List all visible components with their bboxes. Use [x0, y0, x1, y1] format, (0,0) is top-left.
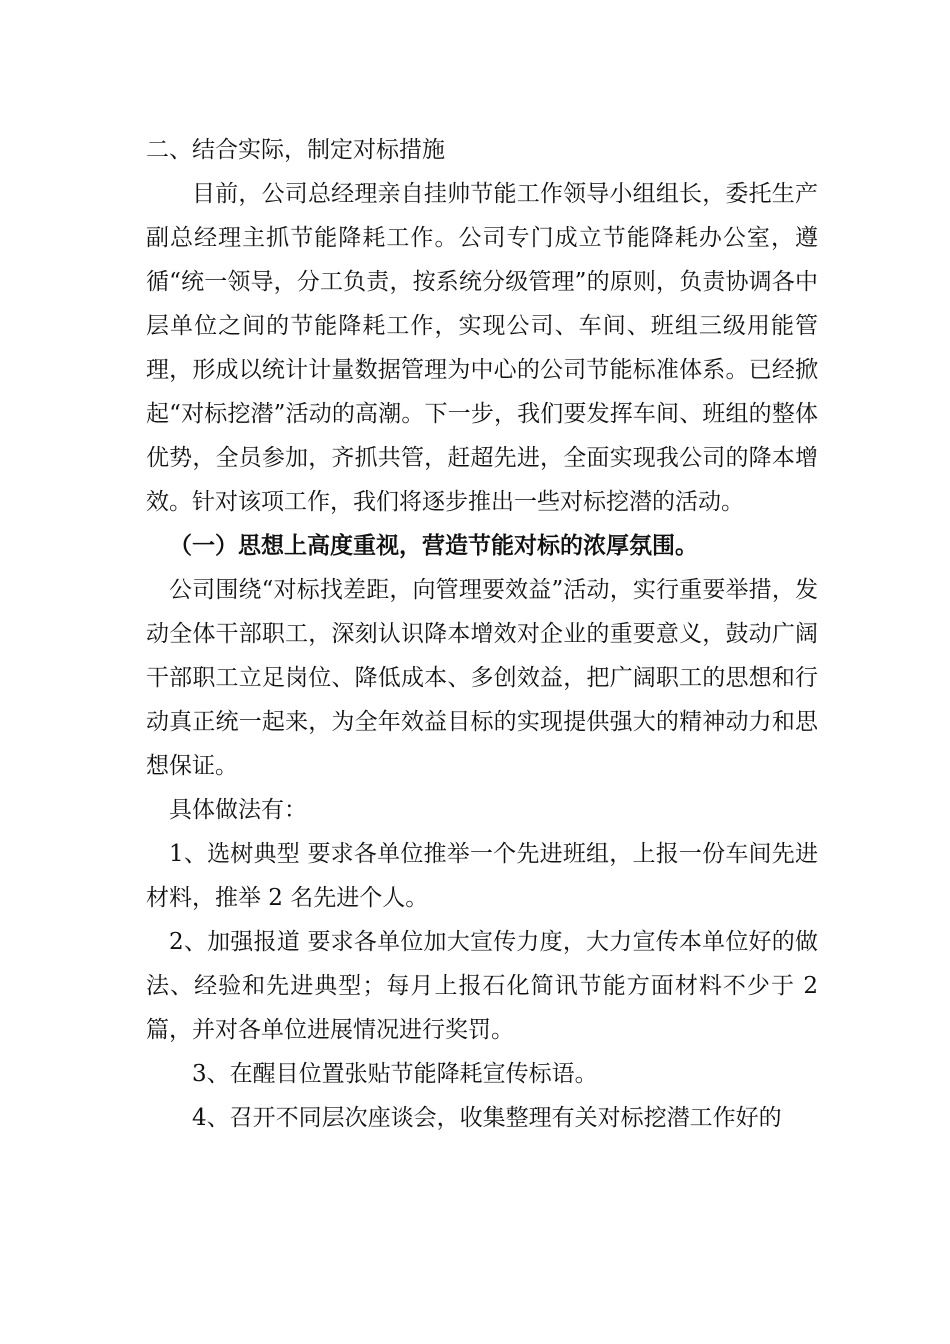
list-item-1: 1、选树典型 要求各单位推举一个先进班组，上报一份车间先进材料，推举 2 名先进个人。	[146, 841, 818, 911]
list-item-2: 2、加强报道 要求各单位加大宣传力度，大力宣传本单位好的做法、经验和先进典型；每月上报石化简讯节能方面材料不少于 2 篇，并对各单位进展情况进行奖罚。	[146, 929, 818, 1043]
paragraph-current-status: 目前，公司总经理亲自挂帅节能工作领导小组组长，委托生产副总经理主抓节能降耗工作。公司专门成立节能降耗办公室，遵循“统一领导，分工负责，按系统分级管理”的原则，负责协调各中层单位之间的节能降耗工作，实现公司、车间、班组三级用能管理，形成以统计计量数据管理为中心的公司节能标准体系。已经掀起“对标挖潜”活动的高潮。下一步，我们要发挥车间、班组的整体优势，全员参加，齐抓共管，赶超先进，全面实现我公司的降本增效。针对该项工作，我们将逐步推出一些对标挖潜的活动。	[146, 181, 818, 515]
subheading-ideological-emphasis: （一）思想上高度重视，营造节能对标的浓厚氛围。	[169, 532, 698, 559]
practices-intro: 具体做法有：	[169, 797, 307, 823]
paragraph-company-campaign: 公司围绕“对标找差距，向管理要效益”活动，实行重要举措，发动全体干部职工，深刻认识降本增效对企业的重要意义，鼓动广阔干部职工立足岗位、降低成本、多创效益，把广阔职工的思想和行动真正统一起来，为全年效益目标的实现提供强大的精神动力和思想保证。	[146, 577, 818, 779]
section-heading: 二、结合实际，制定对标措施	[146, 137, 445, 163]
list-item-4: 4、召开不同层次座谈会，收集整理有关对标挖潜工作好的	[192, 1105, 782, 1131]
list-item-3: 3、在醒目位置张贴节能降耗宣传标语。	[192, 1061, 598, 1087]
document-body	[146, 128, 818, 1140]
